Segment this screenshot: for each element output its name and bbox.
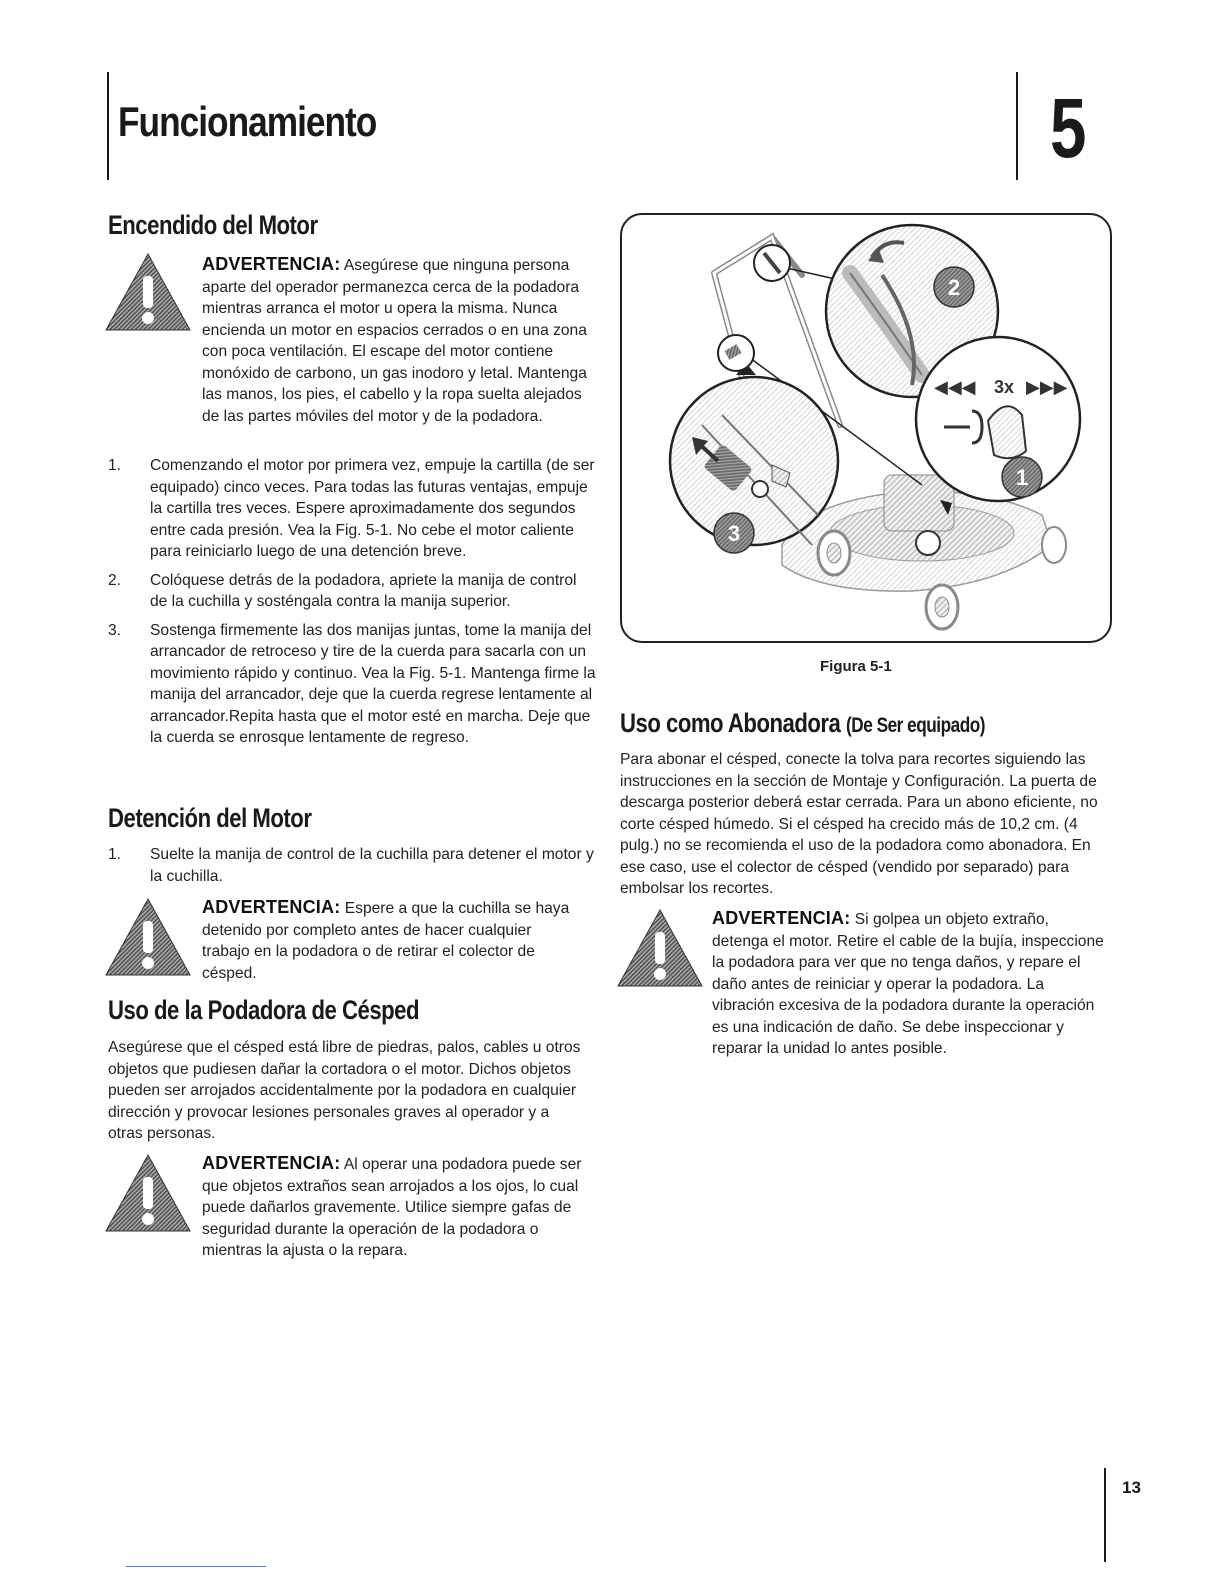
figure-5-1 [620, 213, 1112, 643]
warning-start-engine [104, 252, 594, 447]
callout-1: 1 [1015, 465, 1029, 490]
warning-label: ADVERTENCIA: [202, 1153, 341, 1173]
start-engine-steps [108, 455, 596, 756]
list-item: 2. Colóquese detrás de la podadora, apriete la manija de control de la cuchilla y sosténgala contra la manija superior. [108, 571, 577, 610]
warning-stop-engine [104, 897, 594, 985]
primer-arrows-right-icon: ▶▶▶ [1026, 377, 1068, 397]
list-item: 1. Comenzando el motor por primera vez, empuje la cartilla (de ser equipado) cinco veces. Para todas las futuras ventajas, empuje la cartilla tres veces. Espere aproximadamente dos segundos entre cada presión. Vea la Fig. 5-1. No cebe el motor caliente para reiniciarlo luego de una detención breve. [108, 457, 595, 560]
primer-arrows-left-icon: ◀◀◀ [934, 377, 976, 397]
section-heading-mower-use: Uso de la Podadora de Césped [108, 995, 420, 1025]
warning-mulching [616, 908, 1106, 1078]
chapter-number: 5 [1050, 81, 1087, 175]
warning-label: ADVERTENCIA: [202, 897, 341, 917]
callout-3: 3 [727, 521, 741, 546]
section-heading-stop-engine: Detención del Motor [108, 803, 312, 833]
warning-triangle-icon [104, 1153, 192, 1233]
header-rule-left [107, 72, 109, 180]
section-heading-start-engine: Encendido del Motor [108, 210, 318, 240]
warning-label: ADVERTENCIA: [202, 254, 341, 274]
stop-engine-steps [108, 844, 596, 894]
callout-2: 2 [947, 275, 961, 300]
page-number: 13 [1122, 1478, 1141, 1497]
chapter-title: Funcionamiento [118, 98, 377, 145]
header-rule-right [1016, 72, 1018, 180]
figure-caption: Figura 5-1 [820, 658, 892, 675]
footer-link-underline [126, 1566, 266, 1567]
list-item: 3. Sostenga firmemente las dos manijas juntas, tome la manija del arrancador de retroceso y tire de la cuerda para sacarla con un movimiento rápido y continuo. Vea la Fig. 5-1. Mantenga firme la manija del arrancador, deje que la cuerda regrese lentamente al arrancador.Repita hasta que el motor esté en marcha. Deje que la cuerda se enrosque lentamente de regreso. [108, 621, 596, 746]
warning-triangle-icon [104, 252, 192, 332]
mulching-paragraph: Para abonar el césped, conecte la tolva para recortes siguiendo las instrucciones en la sección de Montaje y Configuración. La puerta de descarga posterior deberá estar cerrada. Para un abono eficiente, no corte césped húmedo. Si el césped ha crecido más de 10,2 cm. (4 pulg.) no se recomienda el uso de la podadora como abonadora. En ese caso, use el colector de césped (vendido por separado) para embolsar los recortes. [620, 751, 1098, 897]
warning-text: Al operar una podadora puede ser que objetos extraños sean arrojados a los ojos, lo cual puede dañarlos gravemente. Utilice siempre gafas de seguridad durante la operación de la podadora o mientras la ajusta o la repara. [202, 1156, 582, 1259]
footer-rule [1104, 1468, 1106, 1562]
warning-text: Si golpea un objeto extraño, detenga el motor. Retire el cable de la bujía, inspeccione la podadora para ver que no tenga daños, y repare el daño antes de reiniciar y operar la podadora. La vibración excesiva de la podadora durante la operación es una indicación de daño. Se debe inspeccionar y reparar la unidad lo antes posible. [712, 911, 1104, 1057]
section-heading-mulching: Uso como Abonadora (De Ser equipado) [620, 708, 986, 738]
primer-press-count: 3x [994, 377, 1015, 397]
list-item: 1. Suelte la manija de control de la cuchilla para detener el motor y la cuchilla. [108, 846, 594, 885]
warning-triangle-icon [616, 908, 704, 988]
mower-use-paragraph: Asegúrese que el césped está libre de piedras, palos, cables u otros objetos que pudiesen dañar la cortadora o el motor. Dichos objetos pueden ser arrojados accidentalmente por la podadora en cualquier dirección y provocar lesiones personales graves al operador y a otras personas. [108, 1039, 581, 1142]
warning-triangle-icon [104, 897, 192, 977]
warning-text: Espere a que la cuchilla se haya detenido por completo antes de hacer cualquier trabajo en la podadora o de retirar el colector de césped. [202, 900, 570, 982]
lawn-mower-illustration [622, 215, 1110, 641]
warning-text: Asegúrese que ninguna persona aparte del operador permanezca cerca de la podadora mientras arranca el motor u opera la misma. Nunca encienda un motor en espacios cerrados o en una zona con poca ventilación. El escape del motor contiene monóxido de carbono, un gas inodoro y letal. Mantenga las manos, los pies, el cabello y la ropa suelta alejados de las partes móviles del motor y de la podadora. [202, 257, 587, 425]
warning-label: ADVERTENCIA: [712, 908, 851, 928]
warning-mower-use [104, 1153, 594, 1263]
